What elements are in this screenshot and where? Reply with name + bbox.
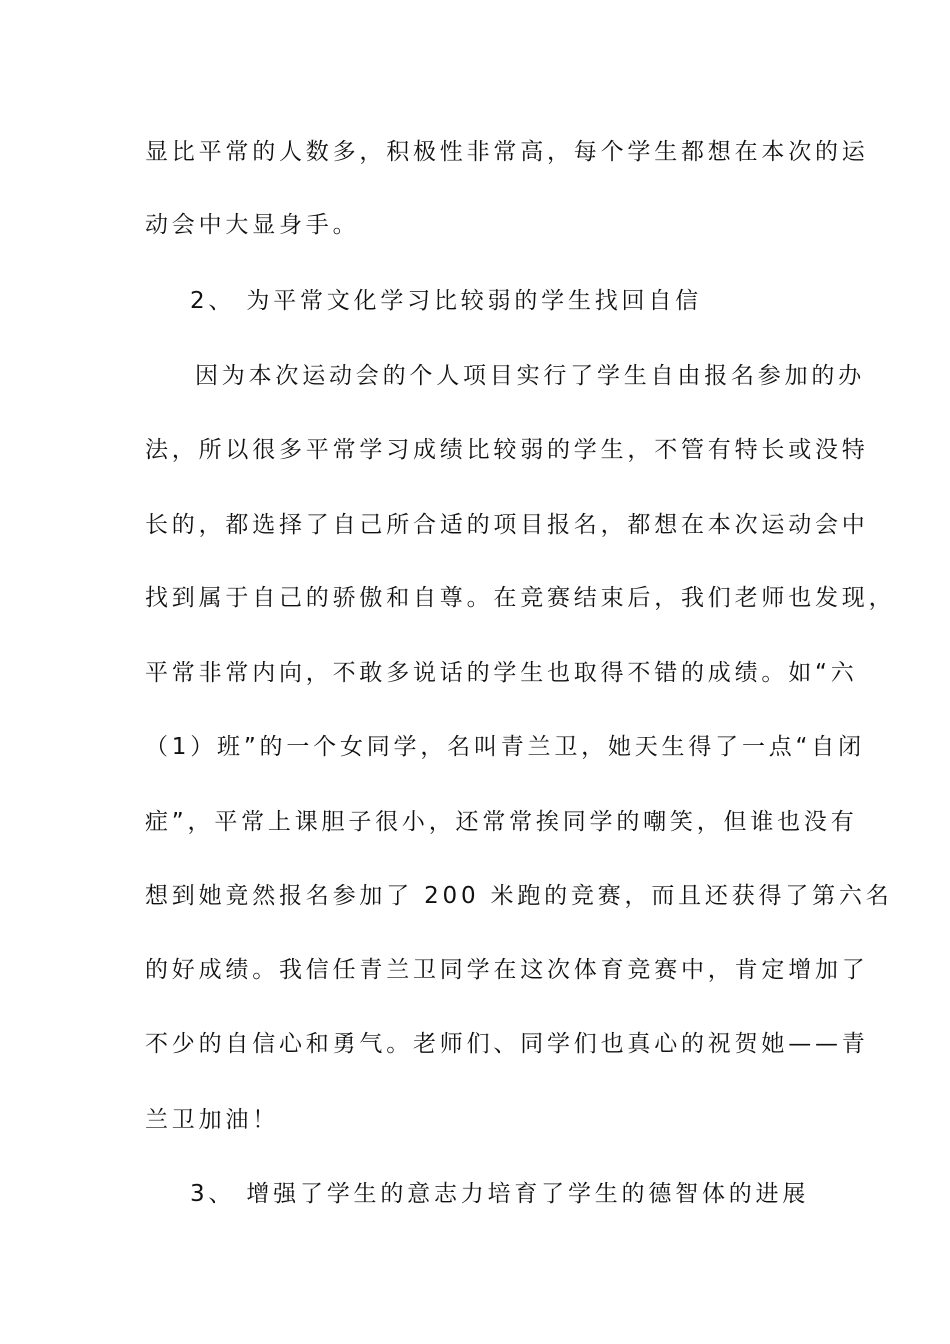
text-line: 症”，平常上课胆子很小，还常常挨同学的嘲笑，但谁也没有: [145, 809, 858, 835]
text-line: 兰卫加油！: [145, 1107, 279, 1133]
text-line: 找到属于自己的骄傲和自尊。在竞赛结束后，我们老师也发现，: [145, 585, 896, 611]
section-heading-3: 3、 增强了学生的意志力培育了学生的德智体的进展: [190, 1181, 810, 1207]
text-line: 平常非常内向，不敢多说话的学生也取得不错的成绩。如“六: [145, 660, 858, 686]
text-line: 动会中大显身手。: [145, 212, 360, 238]
text-line: 长的，都选择了自己所合适的项目报名，都想在本次运动会中: [145, 512, 869, 538]
text-line: 想到她竟然报名参加了 200 米跑的竞赛，而且还获得了第六名: [145, 883, 893, 909]
text-line: 不少的自信心和勇气。老师们、同学们也真心的祝贺她——青: [145, 1031, 869, 1057]
text-line: 法，所以很多平常学习成绩比较弱的学生，不管有特长或没特: [145, 437, 869, 463]
text-line: （1）班”的一个女同学，名叫青兰卫，她天生得了一点“自闭: [145, 734, 865, 760]
text-line: 显比平常的人数多，积极性非常高，每个学生都想在本次的运: [145, 139, 869, 165]
text-line: 的好成绩。我信任青兰卫同学在这次体育竞赛中，肯定增加了: [145, 957, 869, 983]
paragraph-first-line: 因为本次运动会的个人项目实行了学生自由报名参加的办: [195, 363, 865, 389]
section-heading-2: 2、 为平常文化学习比较弱的学生找回自信: [190, 288, 702, 314]
